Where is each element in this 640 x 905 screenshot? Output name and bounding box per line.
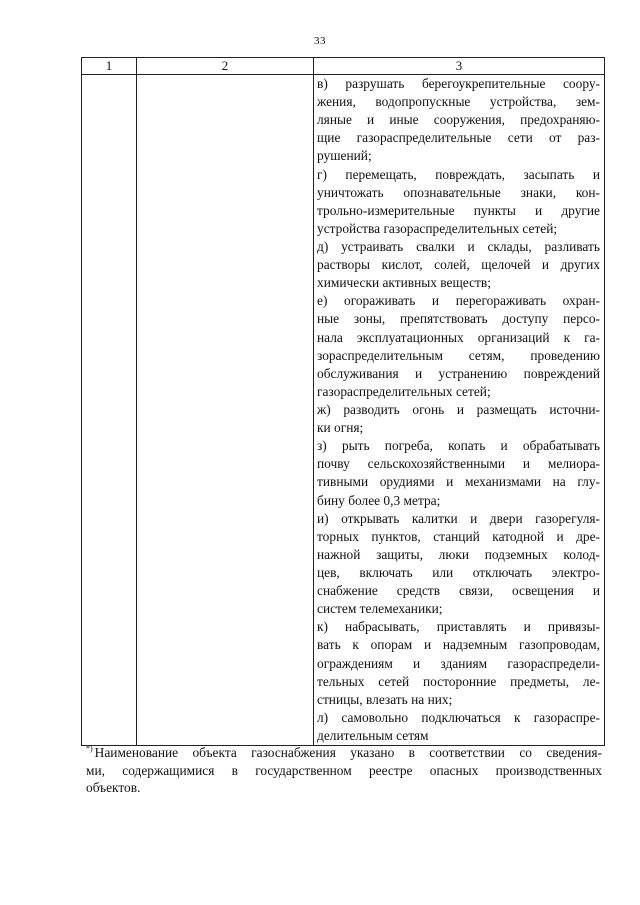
list-line: вать к опорам и надземным газопроводам,: [317, 637, 600, 653]
list-line: растворы кислот, солей, щелочей и других: [317, 257, 600, 273]
cell-col-1: [82, 75, 137, 746]
list-line: е) огораживать и перегораживать охран-: [317, 293, 600, 309]
list-line: ки огня;: [317, 420, 364, 436]
list-line: нала эксплуатационных организаций к га-: [317, 329, 600, 345]
page-number: 33: [314, 35, 326, 47]
column-header-2: 2: [137, 58, 314, 75]
list-line: стницы, влезать на них;: [317, 691, 453, 707]
requirements-table: [81, 57, 605, 746]
list-line: делительным сетям: [317, 727, 429, 743]
list-line: г) перемещать, повреждать, засыпать и: [317, 166, 600, 182]
list-line: л) самовольно подключаться к газораспре-: [317, 709, 600, 725]
footnote: [86, 740, 602, 797]
column-header-1: 1: [82, 58, 137, 75]
list-line: з) рыть погреба, копать и обрабатывать: [317, 438, 600, 454]
cell-col-3: [314, 75, 605, 746]
footnote-text: Наименование объекта газоснабжения указано в соответствии со сведения-: [94, 745, 602, 760]
list-line: тельных сетей посторонние предметы, ле-: [317, 673, 600, 689]
footnote-line: объектов.: [86, 780, 141, 795]
list-line: систем телемеханики;: [317, 601, 443, 617]
list-line: почву сельскохозяйственными и мелиора-: [317, 456, 600, 472]
list-line: в) разрушать берегоукрепительные соору-: [317, 76, 600, 91]
footnote-mark: *): [86, 744, 93, 753]
list-line: ные зоны, препятствовать доступу персо-: [317, 311, 600, 327]
column-header-3: 3: [314, 58, 605, 75]
list-line: к) набрасывать, приставлять и привязы-: [317, 619, 600, 635]
list-line: уничтожать опознавательные знаки, кон-: [317, 184, 600, 200]
cell-col-2: [137, 75, 314, 746]
list-line: щие газораспределительные сети от раз-: [317, 130, 600, 146]
list-line: и) открывать калитки и двери газорегуля-: [317, 510, 600, 526]
table-header-row: [82, 58, 605, 75]
prohibitions-list: [317, 75, 600, 745]
list-line: рушений;: [317, 148, 372, 164]
list-line: газораспределительных сетей;: [317, 383, 491, 399]
list-line: д) устраивать свалки и склады, разливать: [317, 238, 600, 254]
footnote-line: [86, 740, 602, 762]
list-line: бину более 0,3 метра;: [317, 492, 441, 508]
list-line: тивными орудиями и механизмами на глу-: [317, 474, 600, 490]
list-line: трольно-измерительные пункты и другие: [317, 202, 600, 218]
list-line: нажной защиты, люки подземных колод-: [317, 546, 600, 562]
table-row: [82, 75, 605, 746]
list-line: снабжение средств связи, освещения и: [317, 583, 600, 599]
list-line: цев, включать или отключать электро-: [317, 564, 600, 580]
list-line: торных пунктов, станций катодной и дре-: [317, 528, 600, 544]
list-line: ограждениям и зданиям газораспредели-: [317, 655, 600, 671]
list-line: устройства газораспределительных сетей;: [317, 220, 558, 236]
list-line: химически активных веществ;: [317, 275, 491, 291]
list-line: ляные и иные сооружения, предохраняю-: [317, 112, 600, 128]
footnote-line: ми, содержащимися в государственном реестре опасных производственных: [86, 762, 602, 778]
list-line: зораспределительным сетям, проведению: [317, 347, 600, 363]
list-line: обслуживания и устранению повреждений: [317, 365, 600, 381]
list-line: ж) разводить огонь и размещать источни-: [317, 401, 600, 417]
list-line: жения, водопропускные устройства, зем-: [317, 94, 600, 110]
